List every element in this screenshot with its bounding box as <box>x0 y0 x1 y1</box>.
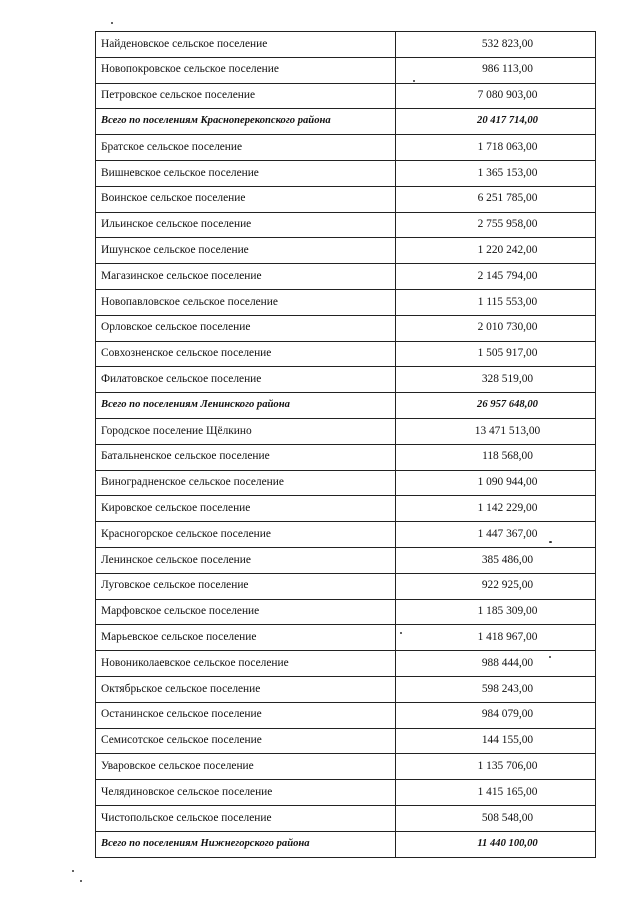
settlement-amount: 118 568,00 <box>396 444 596 470</box>
settlement-name: Виноградненское сельское поселение <box>96 470 396 496</box>
settlement-name: Семисотское сельское поселение <box>96 728 396 754</box>
settlement-name: Новониколаевское сельское поселение <box>96 651 396 677</box>
settlement-amount: 2 010 730,00 <box>396 315 596 341</box>
district-total-label: Всего по поселениям Нижнегорского района <box>96 831 396 857</box>
table-row <box>96 135 596 161</box>
settlement-amount: 1 115 553,00 <box>396 289 596 315</box>
settlement-amount: 1 505 917,00 <box>396 341 596 367</box>
table-row <box>96 238 596 264</box>
settlement-name: Новопокровское сельское поселение <box>96 57 396 83</box>
settlement-amount: 1 090 944,00 <box>396 470 596 496</box>
scan-speck <box>111 22 113 24</box>
total-row <box>96 393 596 419</box>
district-total-label: Всего по поселениям Ленинского района <box>96 393 396 419</box>
settlement-amount: 598 243,00 <box>396 676 596 702</box>
settlement-amount: 1 418 967,00 <box>396 625 596 651</box>
settlement-name: Останинское сельское поселение <box>96 702 396 728</box>
table-row <box>96 805 596 831</box>
table-row <box>96 32 596 58</box>
settlement-amount: 7 080 903,00 <box>396 83 596 109</box>
table-row <box>96 367 596 393</box>
total-row <box>96 831 596 857</box>
settlement-amount: 1 185 309,00 <box>396 599 596 625</box>
settlement-amount: 328 519,00 <box>396 367 596 393</box>
table-row <box>96 522 596 548</box>
settlement-name: Октябрьское сельское поселение <box>96 676 396 702</box>
table-row <box>96 625 596 651</box>
settlement-amount: 2 755 958,00 <box>396 212 596 238</box>
settlement-name: Марфовское сельское поселение <box>96 599 396 625</box>
table-row <box>96 264 596 290</box>
scan-speck <box>400 632 402 634</box>
settlement-amount: 1 415 165,00 <box>396 780 596 806</box>
settlement-name: Вишневское сельское поселение <box>96 160 396 186</box>
settlement-amount: 532 823,00 <box>396 32 596 58</box>
table-row <box>96 702 596 728</box>
settlement-name: Марьевское сельское поселение <box>96 625 396 651</box>
table-row <box>96 573 596 599</box>
table-row <box>96 728 596 754</box>
settlement-amount: 13 471 513,00 <box>396 418 596 444</box>
table-row <box>96 496 596 522</box>
district-total-amount: 11 440 100,00 <box>396 831 596 857</box>
district-total-amount: 26 957 648,00 <box>396 393 596 419</box>
table-row <box>96 186 596 212</box>
table-body <box>96 32 596 858</box>
scan-speck <box>72 870 74 872</box>
table-row <box>96 470 596 496</box>
settlement-name: Городское поселение Щёлкино <box>96 418 396 444</box>
table-row <box>96 547 596 573</box>
settlement-name: Кировское сельское поселение <box>96 496 396 522</box>
settlement-amount: 1 718 063,00 <box>396 135 596 161</box>
settlement-name: Ишунское сельское поселение <box>96 238 396 264</box>
settlement-amount: 1 365 153,00 <box>396 160 596 186</box>
settlement-name: Совхозненское сельское поселение <box>96 341 396 367</box>
settlements-table <box>95 31 596 858</box>
settlement-name: Красногорское сельское поселение <box>96 522 396 548</box>
table-row <box>96 599 596 625</box>
settlement-amount: 144 155,00 <box>396 728 596 754</box>
settlement-name: Ленинское сельское поселение <box>96 547 396 573</box>
settlement-name: Новопавловское сельское поселение <box>96 289 396 315</box>
settlement-amount: 1 142 229,00 <box>396 496 596 522</box>
table-row <box>96 418 596 444</box>
table-row <box>96 444 596 470</box>
settlement-name: Найденовское сельское поселение <box>96 32 396 58</box>
settlement-amount: 988 444,00 <box>396 651 596 677</box>
settlement-amount: 1 135 706,00 <box>396 754 596 780</box>
table-row <box>96 754 596 780</box>
scan-speck <box>413 80 415 82</box>
table-row <box>96 160 596 186</box>
scan-speck <box>549 656 551 658</box>
table-row <box>96 341 596 367</box>
settlement-name: Воинское сельское поселение <box>96 186 396 212</box>
settlement-amount: 508 548,00 <box>396 805 596 831</box>
settlement-name: Луговское сельское поселение <box>96 573 396 599</box>
settlement-name: Чистопольское сельское поселение <box>96 805 396 831</box>
scan-speck <box>80 880 82 882</box>
settlement-name: Уваровское сельское поселение <box>96 754 396 780</box>
settlement-amount: 385 486,00 <box>396 547 596 573</box>
settlement-amount: 2 145 794,00 <box>396 264 596 290</box>
table-row <box>96 315 596 341</box>
settlement-amount: 1 447 367,00 <box>396 522 596 548</box>
settlement-amount: 6 251 785,00 <box>396 186 596 212</box>
table-row <box>96 676 596 702</box>
table-row <box>96 212 596 238</box>
district-total-amount: 20 417 714,00 <box>396 109 596 135</box>
settlement-name: Орловское сельское поселение <box>96 315 396 341</box>
settlement-name: Магазинское сельское поселение <box>96 264 396 290</box>
settlement-amount: 986 113,00 <box>396 57 596 83</box>
table-row <box>96 289 596 315</box>
table-row <box>96 651 596 677</box>
table-row <box>96 57 596 83</box>
settlement-name: Петровское сельское поселение <box>96 83 396 109</box>
settlement-name: Братское сельское поселение <box>96 135 396 161</box>
settlement-name: Филатовское сельское поселение <box>96 367 396 393</box>
scan-speck <box>549 541 552 543</box>
settlement-name: Батальненское сельское поселение <box>96 444 396 470</box>
district-total-label: Всего по поселениям Красноперекопского района <box>96 109 396 135</box>
settlement-amount: 922 925,00 <box>396 573 596 599</box>
total-row <box>96 109 596 135</box>
table-row <box>96 780 596 806</box>
settlement-name: Челядиновское сельское поселение <box>96 780 396 806</box>
settlement-name: Ильинское сельское поселение <box>96 212 396 238</box>
table-row <box>96 83 596 109</box>
settlement-amount: 1 220 242,00 <box>396 238 596 264</box>
settlement-amount: 984 079,00 <box>396 702 596 728</box>
